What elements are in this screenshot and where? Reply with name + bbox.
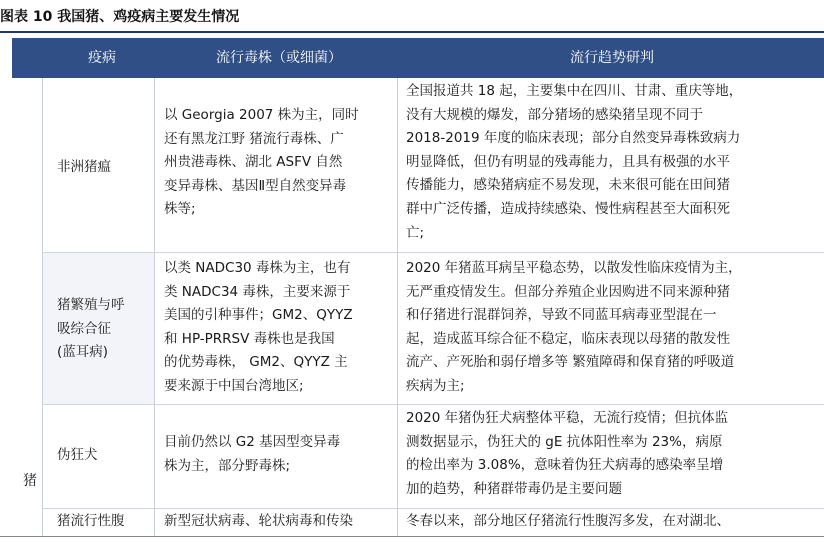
strain-text: 以 Georgia 2007 株为主，同时 还有黑龙江野 猪流行毒株、广 州贵港毒株、湖北 ASFV 自然 变异毒株、基因Ⅱ型自然变异毒 株等; — [164, 107, 359, 218]
group-label: 猪 — [23, 473, 37, 489]
disease-name: 猪流行性腹 — [57, 513, 125, 529]
table-caption: 图表 10 我国猪、鸡疫病主要发生情况 — [0, 9, 240, 25]
top-rule — [0, 31, 824, 33]
strain-text: 目前仍然以 G2 基因型变异毒 株为主，部分野毒株; — [164, 434, 341, 474]
disease-name: 伪狂犬 — [57, 447, 98, 463]
row-divider — [42, 404, 824, 405]
column-divider — [42, 78, 43, 536]
trend-text: 全国报道共 18 起，主要集中在四川、甘肃、重庆等地， 没有大规模的爆发，部分猪场的感染猪呈现不同于 2018-2019 年度的临床表现；部分自然变异毒株致病力 明显降低，但仍有明显的残毒能力，且具有极强的水平 传播能力，感染猪病症不易发现，未来很可能在田间猪 群中广泛传播，造成持续感染、慢性病程甚至大面积死 亡; — [406, 83, 743, 241]
row-divider — [42, 252, 824, 253]
trend-text: 2020 年猪伪狂犬病整体平稳，无流行疫情；但抗体监 测数据显示，伪狂犬的 gE 抗体阳性率为 23%，病原 的检出率为 3.08%，意味着伪狂犬病毒的感染率呈增 加的趋势，种猪群带毒仍是主要问题 — [406, 410, 729, 497]
trend-text: 2020 年猪蓝耳病呈平稳态势，以散发性临床疫情为主， 无严重疫情发生。但部分养殖企业因购进不同来源种猪 和仔猪进行混群饲养，导致不同蓝耳病毒亚型混在一 起，造成蓝耳综合征不稳定，临床表现以母猪的散发性 流产、产死胎和弱仔增多等 繁殖障碍和保育猪的呼吸道 疾病为主; — [406, 260, 742, 394]
column-divider — [154, 78, 155, 536]
header-strain: 流行毒株（或细菌） — [216, 50, 342, 66]
row-divider — [42, 508, 824, 509]
trend-text: 冬春以来，部分地区仔猪流行性腹泻多发，在对湖北、 — [406, 513, 730, 529]
strain-text: 新型冠状病毒、轮状病毒和传染 — [164, 513, 353, 529]
column-divider — [397, 78, 398, 536]
disease-name: 猪繁殖与呼 吸综合征 (蓝耳病) — [57, 297, 125, 361]
header-disease: 疫病 — [88, 50, 116, 66]
header-trend: 流行趋势研判 — [570, 50, 654, 66]
bottom-rule — [0, 536, 824, 537]
table-header — [12, 38, 824, 78]
strain-text: 以类 NADC30 毒株为主，也有 类 NADC34 毒株，主要来源于 美国的引种事件；GM2、QYYZ 和 HP-PRRSV 毒株也是我国 的优势毒株， GM2、QYYZ 主 要来源于中国台湾地区; — [164, 260, 353, 394]
disease-name: 非洲猪瘟 — [57, 159, 111, 175]
